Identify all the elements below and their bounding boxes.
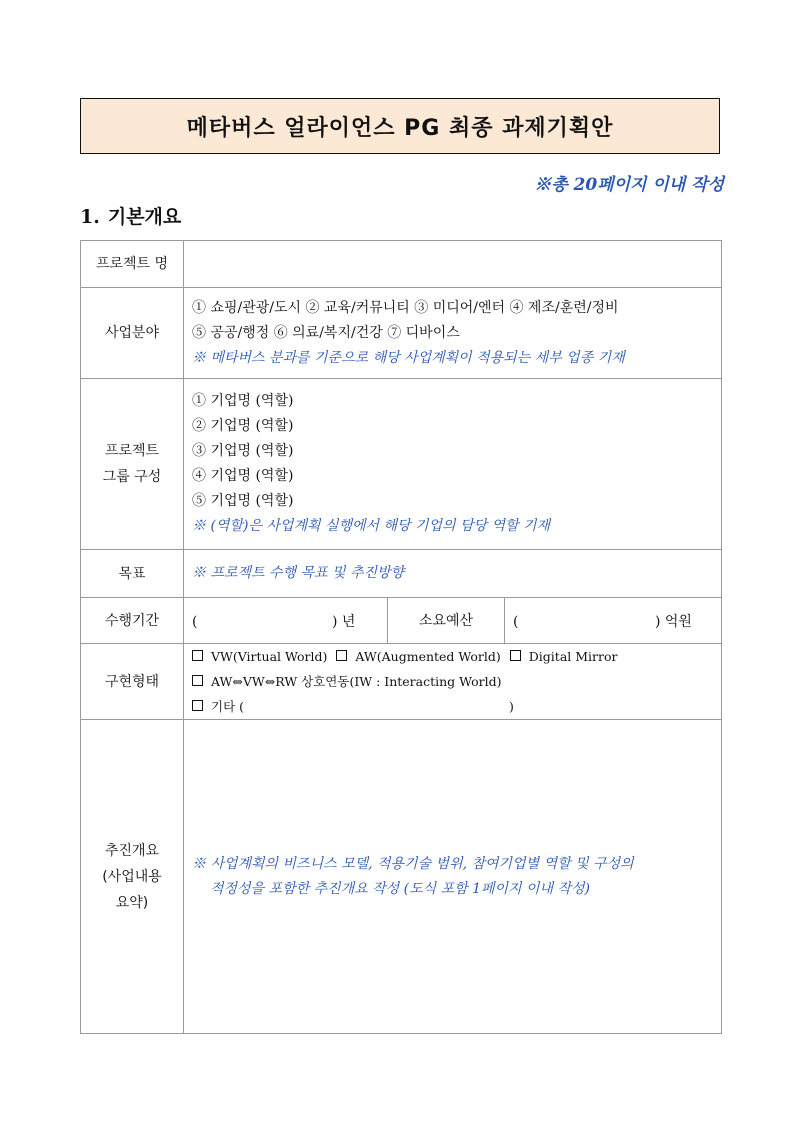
period-unit: ) 년 bbox=[332, 613, 356, 630]
aw-option-label: AW(Augmented World) bbox=[355, 649, 501, 664]
overview-row bbox=[81, 720, 722, 1034]
goal-note: ※ 프로젝트 수행 목표 및 추진방향 bbox=[192, 565, 405, 581]
other-checkbox[interactable] bbox=[192, 700, 203, 711]
business-field-options-line1: ① 쇼핑/관광/도시 ② 교육/커뮤니티 ③ 미디어/엔터 ④ 제조/훈련/정비 bbox=[192, 299, 619, 316]
overview-label-line1: 추진개요 bbox=[104, 842, 160, 859]
budget-label: 소요예산 bbox=[388, 598, 505, 644]
overview-label-line2: (사업내용 bbox=[102, 868, 162, 885]
company-entry-3: ③ 기업명 (역할) bbox=[192, 443, 294, 459]
period-open-paren: ( bbox=[192, 613, 198, 630]
project-group-cell[interactable] bbox=[184, 379, 722, 550]
goal-label: 목표 bbox=[81, 550, 184, 598]
overview-note-line1: ※ 사업계획의 비즈니스 모델, 적용기술 범위, 참여기업별 역할 및 구성의 bbox=[192, 855, 634, 872]
overview-label bbox=[81, 720, 184, 1034]
company-entry-4: ④ 기업명 (역할) bbox=[192, 468, 294, 484]
business-field-row bbox=[81, 288, 722, 379]
period-label: 수행기간 bbox=[81, 598, 184, 644]
overview-note-line2: 적정성을 포함한 추진개요 작성 (도식 포함 1페이지 이내 작성) bbox=[210, 880, 591, 897]
impl-type-line1 bbox=[192, 644, 713, 669]
business-field-cell[interactable] bbox=[184, 288, 722, 379]
impl-type-line3 bbox=[192, 694, 713, 719]
company-entry-2: ② 기업명 (역할) bbox=[192, 418, 294, 434]
project-name-label: 프로젝트 명 bbox=[81, 241, 184, 288]
goal-row bbox=[81, 550, 722, 598]
budget-open-paren: ( bbox=[513, 613, 519, 630]
impl-type-cell bbox=[184, 644, 722, 720]
section-number: 1. bbox=[80, 206, 100, 228]
section-title: 기본개요 bbox=[107, 206, 182, 228]
section-heading bbox=[80, 202, 181, 229]
company-entry-5: ⑤ 기업명 (역할) bbox=[192, 493, 294, 509]
project-group-row bbox=[81, 379, 722, 550]
period-field[interactable] bbox=[184, 598, 388, 644]
business-field-options-line2: ⑤ 공공/행정 ⑥ 의료/복지/건강 ⑦ 디바이스 bbox=[192, 324, 460, 341]
overview-cell[interactable] bbox=[184, 720, 722, 1034]
period-budget-row bbox=[81, 598, 722, 644]
budget-unit: ) 억원 bbox=[655, 613, 692, 630]
project-group-label-line2: 그룹 구성 bbox=[102, 469, 162, 485]
project-name-field[interactable] bbox=[184, 241, 722, 288]
impl-type-label: 구현형태 bbox=[81, 644, 184, 720]
iw-checkbox[interactable] bbox=[192, 675, 203, 686]
goal-cell[interactable] bbox=[184, 550, 722, 598]
impl-type-line2 bbox=[192, 669, 713, 694]
project-group-label-line1: 프로젝트 bbox=[104, 443, 160, 459]
iw-option-label: AW⇔VW⇔RW 상호연동(IW : Interacting World) bbox=[211, 674, 502, 689]
overview-label-line3: 요약) bbox=[115, 894, 149, 911]
project-group-note: ※ (역할)은 사업계획 실행에서 해당 기업의 담당 역할 기재 bbox=[192, 518, 551, 534]
project-name-row bbox=[81, 241, 722, 288]
other-option-label: 기타 ( bbox=[211, 699, 245, 714]
business-field-label: 사업분야 bbox=[81, 288, 184, 379]
aw-checkbox[interactable] bbox=[336, 650, 347, 661]
page-limit-note: ※총 20페이지 이내 작성 bbox=[534, 175, 724, 195]
basic-overview-table bbox=[80, 240, 722, 1034]
impl-type-row bbox=[81, 644, 722, 720]
business-field-note: ※ 메타버스 분과를 기준으로 해당 사업계획이 적용되는 세부 업종 기재 bbox=[192, 349, 625, 366]
project-group-label bbox=[81, 379, 184, 550]
digital-mirror-option-label: Digital Mirror bbox=[528, 649, 618, 664]
vw-option-label: VW(Virtual World) bbox=[211, 649, 328, 664]
document-title: 메타버스 얼라이언스 PG 최종 과제기획안 bbox=[80, 98, 720, 154]
digital-mirror-checkbox[interactable] bbox=[510, 650, 521, 661]
budget-field[interactable] bbox=[505, 598, 722, 644]
vw-checkbox[interactable] bbox=[192, 650, 203, 661]
other-option-close: ) bbox=[509, 699, 514, 714]
company-entry-1: ① 기업명 (역할) bbox=[192, 393, 294, 409]
